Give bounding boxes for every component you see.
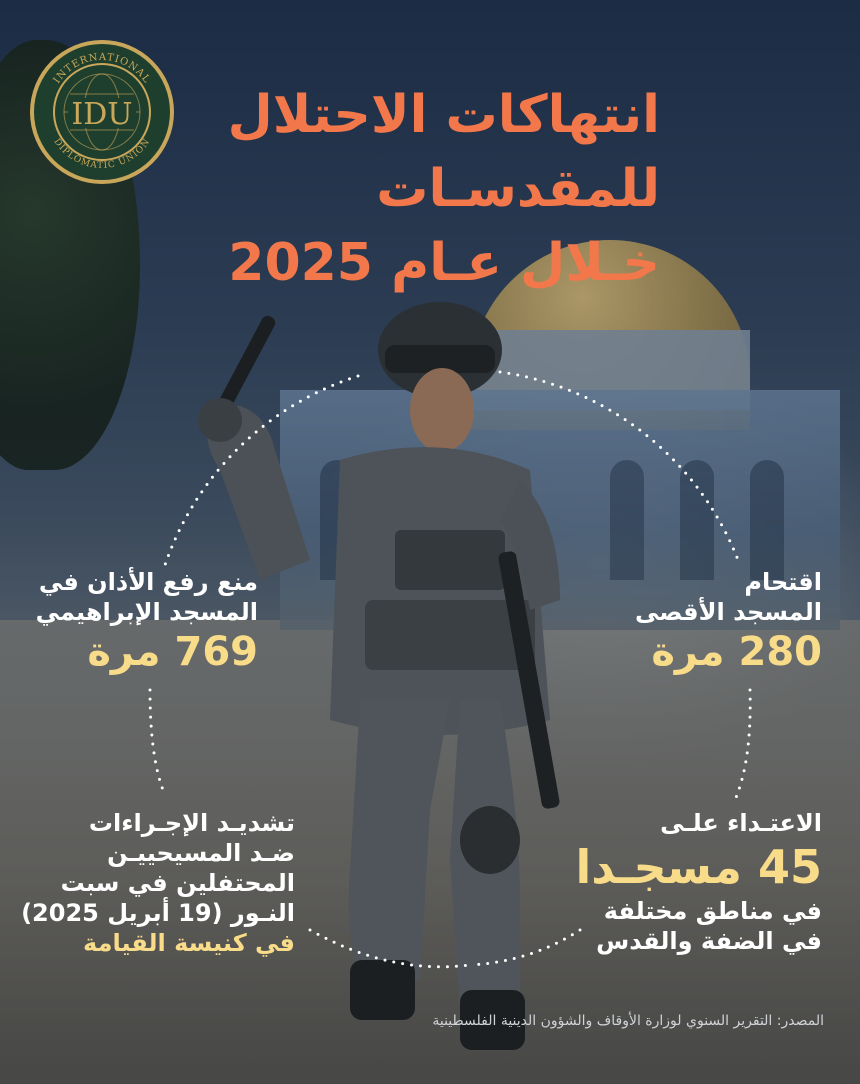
building-arch (750, 460, 784, 580)
stat-text: في الضفة والقدس (596, 927, 822, 955)
stat-text: الاعتـداء علـى (660, 809, 822, 837)
stat-number: 769 مرة (87, 629, 258, 675)
stat-text: منع رفع الأذان في (38, 568, 258, 596)
stat-adhan-ban (36, 567, 258, 677)
stat-text: النـور (19 أبريل 2025) (21, 899, 295, 927)
logo-center-text: IDU (71, 97, 133, 132)
building-arch (680, 460, 714, 580)
stat-holy-fire-restrictions (21, 808, 295, 958)
title-line-1: انتهاكات الاحتلال (227, 85, 660, 145)
stat-text: تشديـد الإجـراءات (88, 809, 295, 837)
stat-text: اقتحام (744, 568, 822, 596)
title-line-2: للمقدسـات (376, 159, 660, 219)
stat-text: ضـد المسيحييـن (107, 839, 295, 867)
stat-text: المسجد الإبراهيمي (35, 598, 258, 626)
logo-ring-bottom-text: DIPLOMATIC UNION (51, 136, 153, 172)
source-credit: المصدر: التقرير السنوي لوزارة الأوقاف والشؤون الدينية الفلسطينية (432, 1013, 824, 1029)
stat-highlight: في كنيسة القيامة (83, 929, 295, 957)
stat-number: 280 مرة (651, 629, 822, 675)
page-title (140, 78, 660, 300)
stat-aqsa-raids (635, 567, 822, 677)
stat-text: المسجد الأقصى (634, 598, 822, 626)
stat-mosque-attacks (575, 808, 822, 956)
stat-text: المحتفلين في سبت (60, 869, 295, 897)
logo-ring-top-text: INTERNATIONAL (51, 51, 153, 86)
stat-text: في مناطق مختلفة (603, 897, 822, 925)
title-line-3: خـلال عـام 2025 (228, 233, 660, 293)
stat-number: 45 مسجـدا (575, 840, 822, 894)
